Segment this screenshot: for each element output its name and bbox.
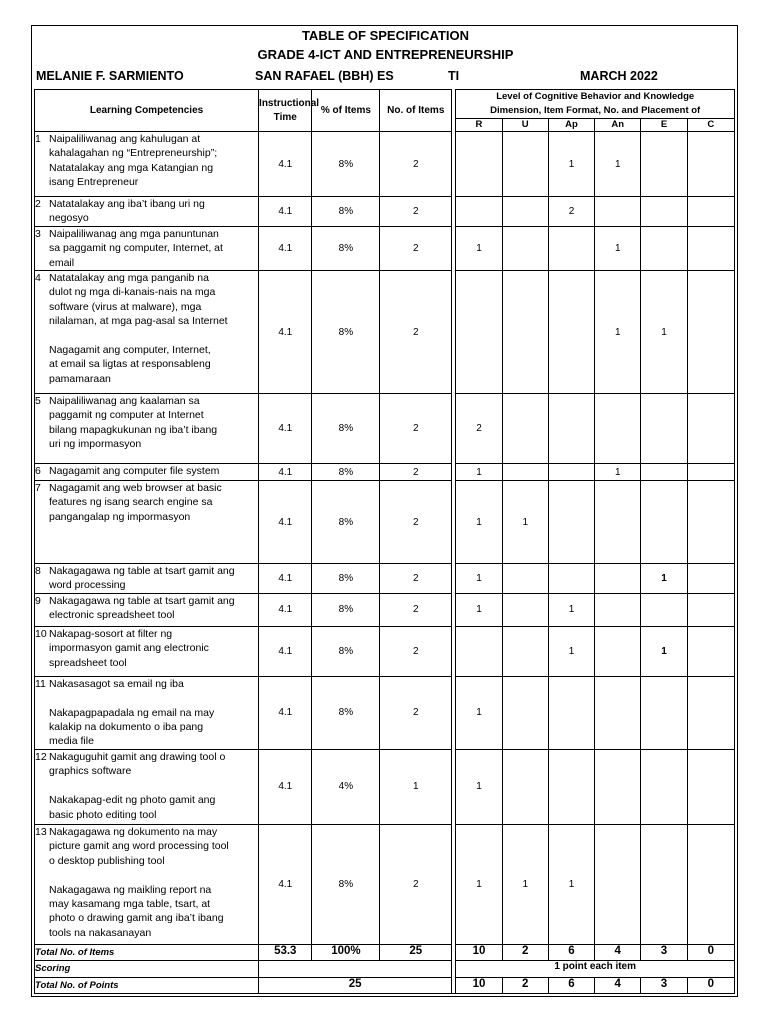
competency-text: Naipaliliwanag ang kaalaman sa paggamit ng computer at Internet bilang mapagkukunan ng iba’t ibang uri ng impormasyon: [49, 395, 218, 451]
competency-text: Nakasasagot sa email ng iba Nakapagpapadala ng email na may kalakip na dokumento o iba pang media file: [49, 677, 215, 748]
instructional-time-cell: 4.1: [259, 593, 312, 626]
level-cell-ap: [548, 481, 594, 564]
competency-number: 4: [35, 272, 41, 285]
level-header-u: U: [502, 119, 548, 132]
table-row: [35, 626, 735, 676]
percent-items-cell: 4%: [312, 749, 380, 824]
header-cognitive-line2: Dimension, Item Format, No. and Placement of: [490, 105, 701, 116]
level-cell-e: [641, 593, 687, 626]
total-points-row: [35, 977, 735, 993]
percent-items-cell: 8%: [312, 197, 380, 227]
percent-items-cell: 8%: [312, 226, 380, 270]
level-header-an: An: [595, 119, 641, 132]
level-cell-c: [687, 132, 734, 197]
level-cell-an: [595, 197, 641, 227]
level-cell-c: [687, 626, 734, 676]
table-row: [35, 464, 735, 481]
competency-cell: [35, 464, 259, 481]
level-cell-ap: [548, 749, 594, 824]
level-cell-ap: 1: [548, 626, 594, 676]
level-header-c: C: [687, 119, 734, 132]
document-subtitle: GRADE 4-ICT AND ENTREPRENEURSHIP: [257, 47, 514, 62]
level-cell-c: [687, 197, 734, 227]
level-cell-u: [502, 226, 548, 270]
level-cell-u: [502, 749, 548, 824]
number-items-cell: 2: [380, 271, 452, 394]
competency-cell: [35, 394, 259, 464]
competency-rows: [35, 132, 735, 945]
competency-cell: [35, 564, 259, 594]
percent-items-cell: 8%: [312, 564, 380, 594]
level-header-e: E: [641, 119, 687, 132]
competency-number: 10: [35, 627, 47, 640]
percent-items-cell: 8%: [312, 676, 380, 749]
header-cognitive-line1: Level of Cognitive Behavior and Knowledge: [496, 91, 695, 102]
level-cell-e: [641, 197, 687, 227]
level-cell-u: 1: [502, 481, 548, 564]
level-cell-u: [502, 394, 548, 464]
level-cell-e: [641, 481, 687, 564]
instructional-time-cell: 4.1: [259, 564, 312, 594]
level-cell-an: 1: [595, 271, 641, 394]
number-items-cell: 2: [380, 464, 452, 481]
total-level-ap: 6: [548, 944, 594, 960]
level-cell-u: [502, 564, 548, 594]
instructional-time-cell: 4.1: [259, 626, 312, 676]
competency-number: 7: [35, 482, 41, 495]
instructional-time-cell: 4.1: [259, 226, 312, 270]
competency-number: 2: [35, 198, 41, 210]
competency-number: 1: [35, 133, 41, 145]
competency-number: 6: [35, 465, 41, 478]
points-level-e: 3: [641, 977, 687, 993]
competency-number: 3: [35, 227, 41, 240]
teacher-name: MELANIE F. SARMIENTO: [36, 69, 184, 83]
percent-items-cell: 8%: [312, 593, 380, 626]
level-cell-e: [641, 132, 687, 197]
level-cell-ap: [548, 271, 594, 394]
level-cell-r: 1: [456, 464, 502, 481]
number-items-cell: 2: [380, 481, 452, 564]
level-cell-r: 2: [456, 394, 502, 464]
header-cognitive-level: [456, 90, 735, 119]
level-cell-an: 1: [595, 464, 641, 481]
number-items-cell: 2: [380, 626, 452, 676]
level-cell-an: [595, 394, 641, 464]
level-cell-u: [502, 593, 548, 626]
instructional-time-cell: 4.1: [259, 271, 312, 394]
competency-text: Naipaliliwanag ang mga panuntunan sa paggamit ng computer, Internet, at email: [49, 227, 223, 269]
level-cell-an: [595, 626, 641, 676]
competency-text: Naipaliliwanag ang kahulugan at kahalagahan ng “Entrepreneurship”; Natatalakay ang mga Katangian ng isang Entrepreneur: [49, 133, 218, 189]
school-name: SAN RAFAEL (BBH) ES: [255, 69, 394, 83]
total-level-u: 2: [502, 944, 548, 960]
level-cell-e: 1: [641, 564, 687, 594]
total-items-row: [35, 944, 735, 960]
level-cell-an: [595, 481, 641, 564]
table-row: [35, 824, 735, 944]
table-row: [35, 481, 735, 564]
level-cell-c: [687, 676, 734, 749]
total-level-c: 0: [687, 944, 734, 960]
instructional-time-cell: 4.1: [259, 676, 312, 749]
level-cell-c: [687, 464, 734, 481]
level-cell-c: [687, 271, 734, 394]
scoring-note: 1 point each item: [456, 960, 735, 977]
competency-text: Nagagamit ang computer file system: [49, 465, 220, 478]
level-cell-e: [641, 749, 687, 824]
competency-number: 5: [35, 395, 41, 408]
competency-cell: [35, 626, 259, 676]
percent-items-cell: 8%: [312, 394, 380, 464]
level-cell-ap: 1: [548, 593, 594, 626]
level-cell-u: [502, 197, 548, 227]
instructional-time-cell: 4.1: [259, 464, 312, 481]
competency-text: Nakagagawa ng table at tsart gamit ang electronic spreadsheet tool: [49, 594, 235, 622]
level-cell-e: [641, 824, 687, 944]
table-row: [35, 197, 735, 227]
total-time: 53.3: [259, 944, 312, 960]
level-cell-e: [641, 464, 687, 481]
competency-text: Nakagagawa ng table at tsart gamit ang word processing: [49, 565, 235, 592]
competency-cell: [35, 749, 259, 824]
level-cell-e: [641, 226, 687, 270]
points-level-ap: 6: [548, 977, 594, 993]
table-row: [35, 394, 735, 464]
competency-text: Nakaguguhit gamit ang drawing tool o graphics software Nakakapag-edit ng photo gamit ang basic photo editing tool: [49, 750, 226, 821]
level-cell-r: [456, 132, 502, 197]
level-cell-r: [456, 626, 502, 676]
level-cell-c: [687, 226, 734, 270]
competency-number: 9: [35, 594, 41, 607]
level-cell-an: 1: [595, 226, 641, 270]
level-cell-r: 1: [456, 824, 502, 944]
level-cell-ap: [548, 676, 594, 749]
competency-cell: [35, 197, 259, 227]
level-cell-r: 1: [456, 593, 502, 626]
percent-items-cell: 8%: [312, 132, 380, 197]
percent-items-cell: 8%: [312, 481, 380, 564]
specification-table: [34, 89, 735, 994]
scoring-row: [35, 960, 735, 977]
number-items-cell: 2: [380, 593, 452, 626]
level-cell-ap: [548, 464, 594, 481]
level-cell-an: [595, 749, 641, 824]
level-cell-an: [595, 676, 641, 749]
level-cell-u: [502, 626, 548, 676]
instructional-time-cell: 4.1: [259, 132, 312, 197]
points-level-r: 10: [456, 977, 502, 993]
level-cell-u: [502, 271, 548, 394]
level-cell-c: [687, 749, 734, 824]
level-cell-e: [641, 394, 687, 464]
level-cell-c: [687, 481, 734, 564]
table-row: [35, 749, 735, 824]
level-cell-r: 1: [456, 481, 502, 564]
number-items-cell: 2: [380, 197, 452, 227]
total-level-r: 10: [456, 944, 502, 960]
totals-section: [35, 944, 735, 993]
table-row: [35, 564, 735, 594]
level-cell-an: [595, 593, 641, 626]
table-row: [35, 226, 735, 270]
competency-text: Nakagagawa ng dokumento na may picture gamit ang word processing tool o desktop publishing tool Nakagagawa ng maikling report na may kasamang mga table, tsart, at photo o drawing gamit ang iba’t ibang tools na nakasanayan: [49, 825, 229, 939]
competency-cell: [35, 824, 259, 944]
total-level-an: 4: [595, 944, 641, 960]
document-title: TABLE OF SPECIFICATION: [301, 28, 470, 43]
level-cell-u: 1: [502, 824, 548, 944]
competency-text: Nakapag-sosort at filter ng impormasyon gamit ang electronic spreadsheet tool: [49, 627, 209, 669]
table-row: [35, 271, 735, 394]
percent-items-cell: 8%: [312, 464, 380, 481]
level-cell-u: [502, 676, 548, 749]
number-items-cell: 2: [380, 824, 452, 944]
percent-items-cell: 8%: [312, 824, 380, 944]
competency-cell: [35, 676, 259, 749]
competency-number: 8: [35, 565, 41, 578]
level-cell-r: 1: [456, 226, 502, 270]
level-header-ap: Ap: [548, 119, 594, 132]
number-items-cell: 2: [380, 226, 452, 270]
table-row: [35, 132, 735, 197]
total-points: 25: [259, 977, 452, 993]
level-cell-ap: 1: [548, 132, 594, 197]
level-cell-c: [687, 824, 734, 944]
competency-text: Natatalakay ang iba’t ibang uri ng negosyo: [49, 198, 205, 225]
level-cell-c: [687, 394, 734, 464]
header-number-items: No. of Items: [380, 90, 452, 132]
competency-number: 13: [35, 825, 47, 838]
percent-items-cell: 8%: [312, 271, 380, 394]
level-cell-ap: 1: [548, 824, 594, 944]
scoring-label: Scoring: [35, 960, 259, 977]
scoring-blank: [259, 960, 452, 977]
percent-items-cell: 8%: [312, 626, 380, 676]
competency-text: Natatalakay ang mga panganib na dulot ng mga di-kanais-nais na mga software (virus at malware), mga nilalaman, at mga pag-asal sa Internet Nagagamit ang computer, Internet, at email sa ligtas at responsableng pamamaraan: [49, 272, 228, 385]
total-level-e: 3: [641, 944, 687, 960]
level-cell-r: [456, 197, 502, 227]
points-level-an: 4: [595, 977, 641, 993]
competency-cell: [35, 226, 259, 270]
header-instructional-time: Instructional Time: [259, 90, 312, 132]
ti-label: TI: [448, 69, 460, 83]
level-cell-r: 1: [456, 564, 502, 594]
points-level-c: 0: [687, 977, 734, 993]
level-cell-ap: 2: [548, 197, 594, 227]
level-cell-u: [502, 132, 548, 197]
tos-document: [31, 25, 738, 997]
instructional-time-cell: 4.1: [259, 197, 312, 227]
number-items-cell: 1: [380, 749, 452, 824]
competency-cell: [35, 271, 259, 394]
table-row: [35, 676, 735, 749]
competency-number: 12: [35, 750, 47, 763]
table-row: [35, 593, 735, 626]
total-percent: 100%: [312, 944, 380, 960]
number-items-cell: 2: [380, 676, 452, 749]
number-items-cell: 2: [380, 394, 452, 464]
points-level-u: 2: [502, 977, 548, 993]
total-points-label: Total No. of Points: [35, 977, 259, 993]
level-cell-e: 1: [641, 626, 687, 676]
level-cell-e: [641, 676, 687, 749]
level-cell-an: [595, 564, 641, 594]
instructional-time-cell: 4.1: [259, 481, 312, 564]
level-cell-ap: [548, 226, 594, 270]
instructional-time-cell: 4.1: [259, 394, 312, 464]
total-items: 25: [380, 944, 452, 960]
level-cell-an: [595, 824, 641, 944]
document-date: MARCH 2022: [580, 69, 658, 83]
level-cell-an: 1: [595, 132, 641, 197]
number-items-cell: 2: [380, 132, 452, 197]
competency-cell: [35, 593, 259, 626]
level-cell-r: [456, 271, 502, 394]
level-header-r: R: [456, 119, 502, 132]
header-percent-items: % of Items: [312, 90, 380, 132]
competency-cell: [35, 481, 259, 564]
header-competencies: Learning Competencies: [35, 90, 259, 132]
total-items-label: Total No. of Items: [35, 944, 259, 960]
competency-number: 11: [35, 677, 46, 690]
level-cell-e: 1: [641, 271, 687, 394]
competency-text: Nagagamit ang web browser at basic features ng isang search engine sa pangangalap ng impormasyon: [49, 482, 222, 523]
level-cell-u: [502, 464, 548, 481]
level-cell-r: 1: [456, 676, 502, 749]
level-cell-c: [687, 564, 734, 594]
level-cell-c: [687, 593, 734, 626]
instructional-time-cell: 4.1: [259, 749, 312, 824]
number-items-cell: 2: [380, 564, 452, 594]
level-cell-r: 1: [456, 749, 502, 824]
instructional-time-cell: 4.1: [259, 824, 312, 944]
level-cell-ap: [548, 394, 594, 464]
competency-cell: [35, 132, 259, 197]
level-cell-ap: [548, 564, 594, 594]
